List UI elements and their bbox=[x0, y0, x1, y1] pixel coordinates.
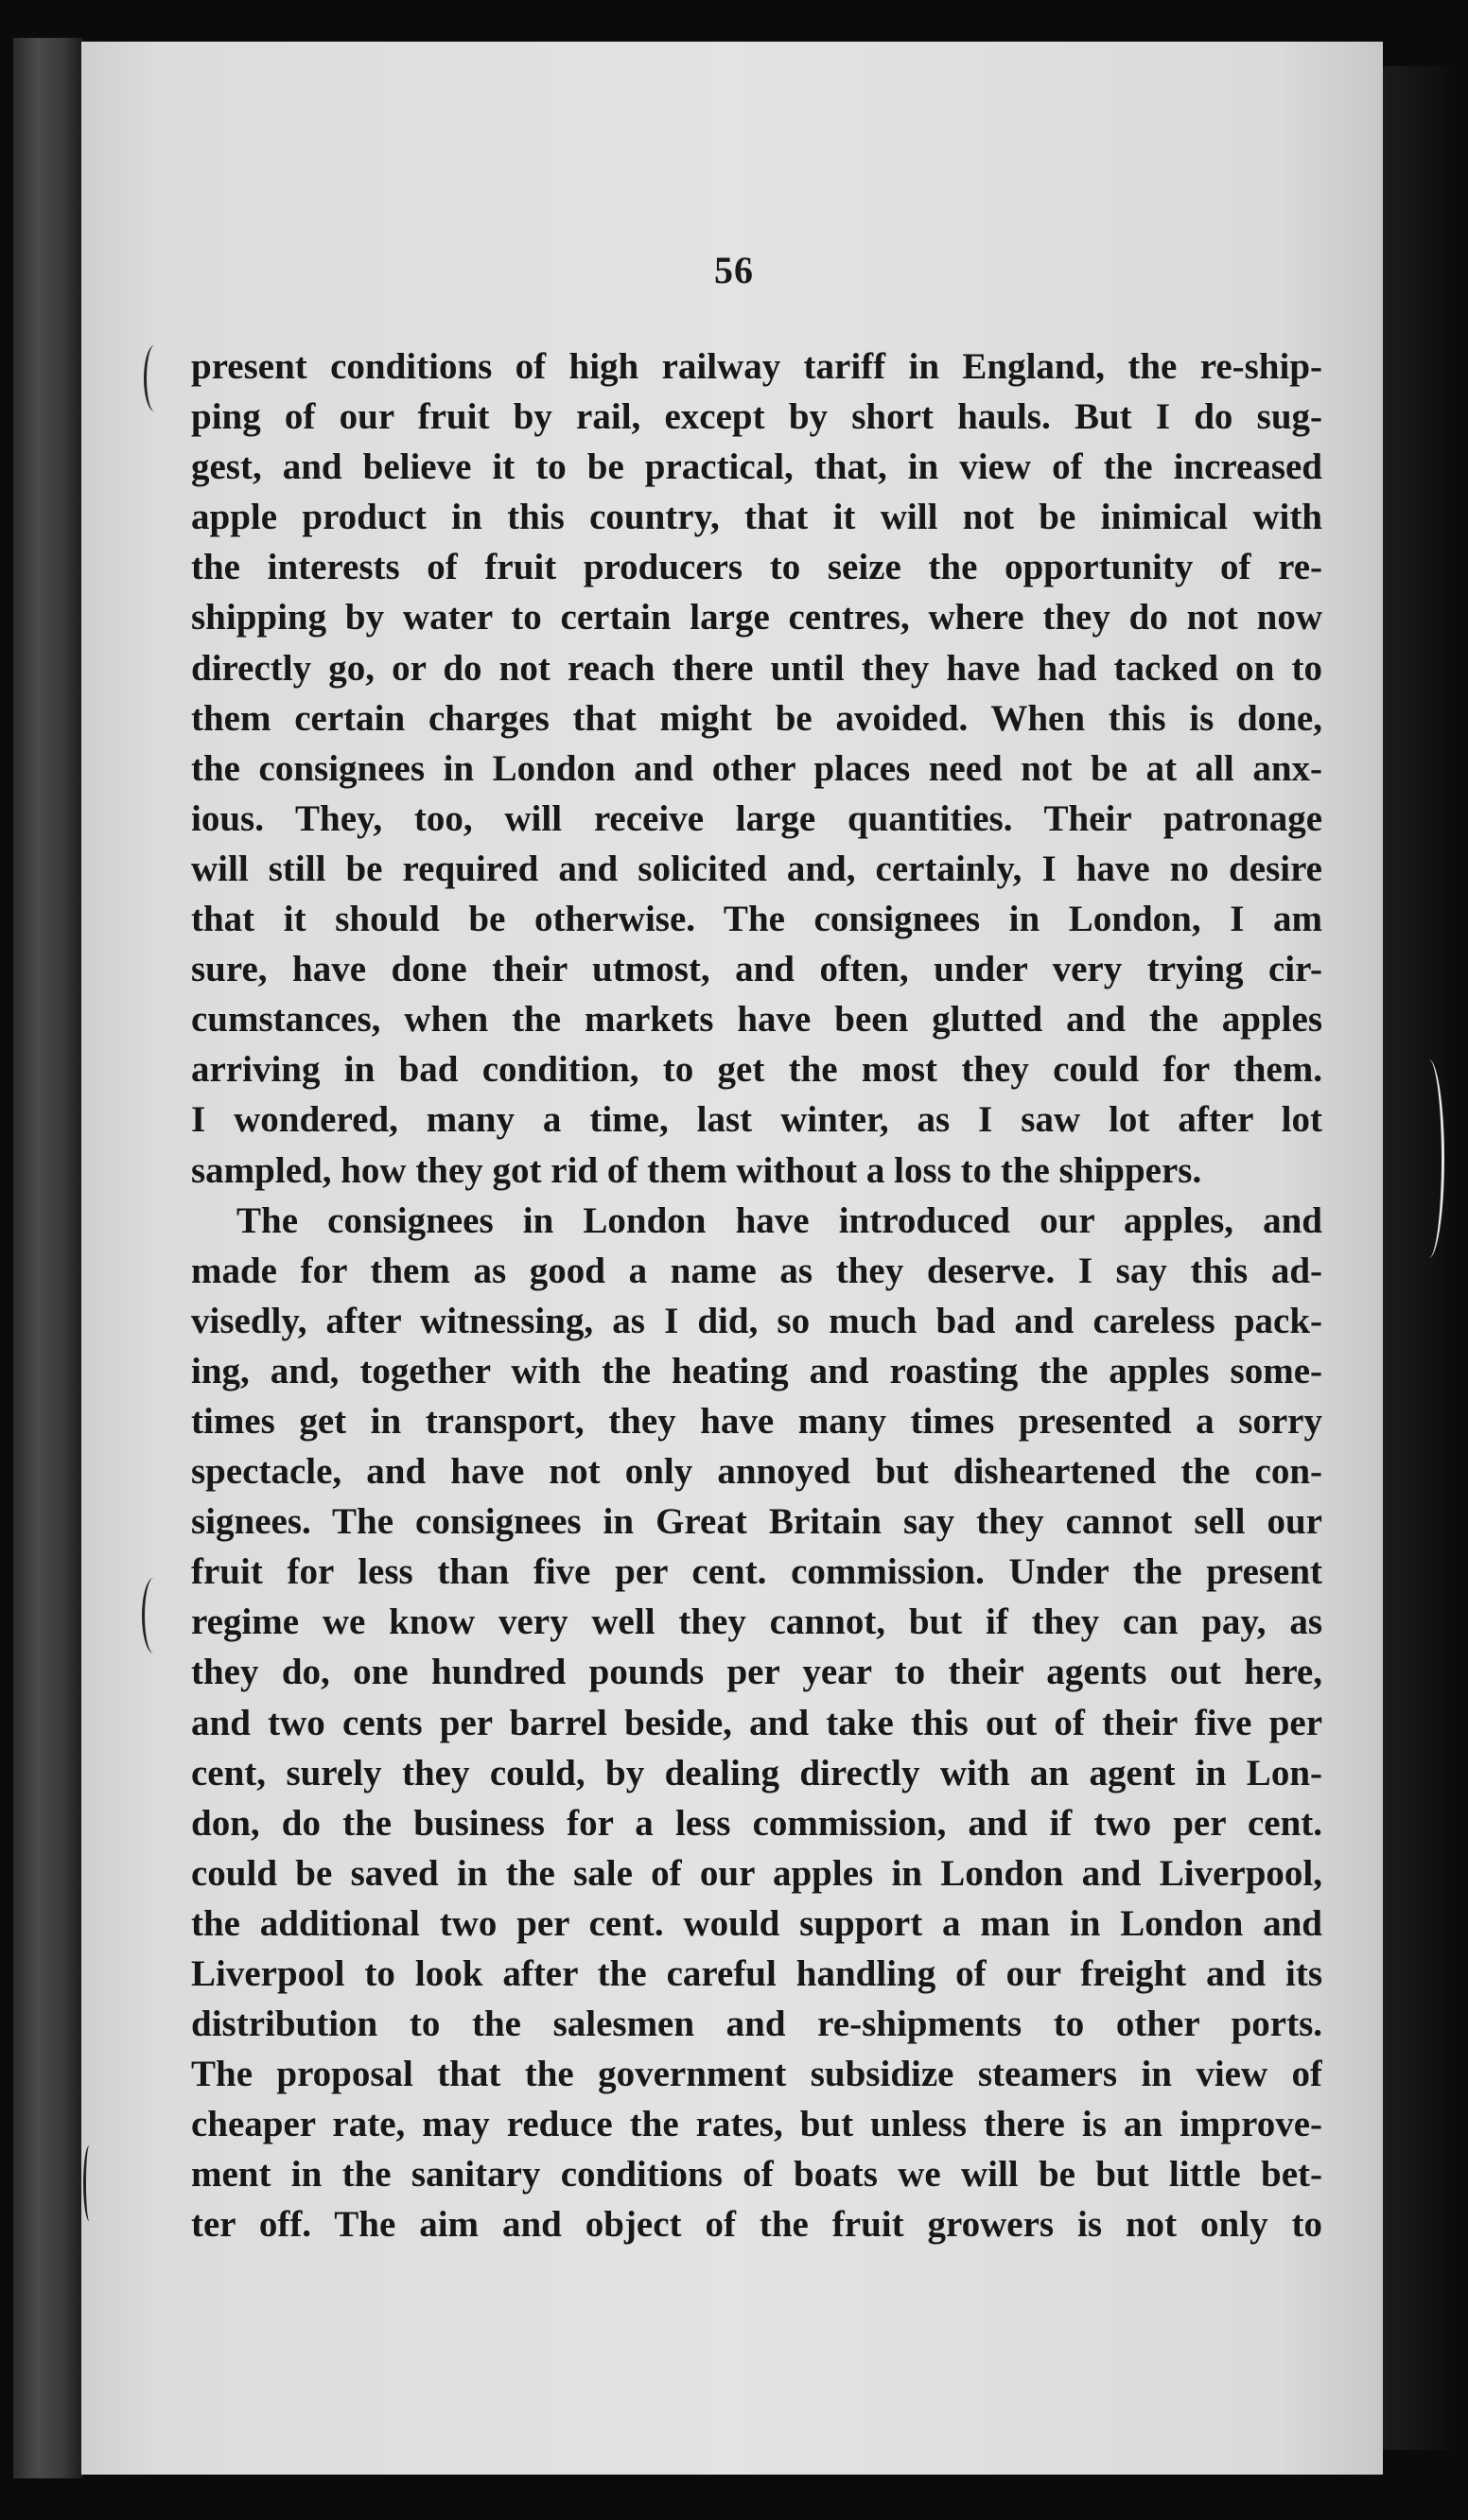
text-line: made for them as good a name as they deserve. I say this ad- bbox=[191, 1250, 1322, 1291]
text-line: regime we know very well they cannot, but if they can pay, as bbox=[191, 1601, 1322, 1643]
page-number: 56 bbox=[714, 249, 754, 291]
text-line: cumstances, when the markets have been glutted and the apples bbox=[191, 999, 1322, 1041]
margin-pencil-mark bbox=[142, 1578, 166, 1654]
text-line: fruit for less than five per cent. commission. Under the present bbox=[191, 1551, 1322, 1593]
text-line: sampled, how they got rid of them without a loss to the shippers. bbox=[191, 1149, 1202, 1191]
page-fold-mark bbox=[1413, 1059, 1444, 1258]
text-line: will still be required and solicited and, certainly, I have no desire bbox=[191, 848, 1322, 889]
text-line: the consignees in London and other places need not be at all anx- bbox=[191, 747, 1322, 789]
text-line: present conditions of high railway tariff in England, the re-ship- bbox=[191, 346, 1322, 387]
text-line: ious. They, too, will receive large quantities. Their patronage bbox=[191, 797, 1322, 839]
text-line: ter off. The aim and object of the fruit growers is not only to bbox=[191, 2204, 1322, 2246]
text-line: directly go, or do not reach there until they have had tacked on to bbox=[191, 647, 1322, 689]
text-line: signees. The consignees in Great Britain say they cannot sell our bbox=[191, 1501, 1322, 1543]
text-line: The consignees in London have introduced our apples, and bbox=[236, 1199, 1322, 1241]
text-line: them certain charges that might be avoided. When this is done, bbox=[191, 697, 1322, 739]
text-line: the interests of fruit producers to seize the opportunity of re- bbox=[191, 547, 1322, 588]
text-line: the additional two per cent. would support a man in London and bbox=[191, 1902, 1322, 1944]
text-line: sure, have done their utmost, and often, under very trying cir- bbox=[191, 949, 1322, 990]
text-line: ment in the sanitary conditions of boats we will be but little bet- bbox=[191, 2154, 1322, 2196]
text-line: ing, and, together with the heating and roasting the apples some- bbox=[191, 1350, 1322, 1391]
book-spine bbox=[13, 38, 83, 2478]
text-line: The proposal that the government subsidize steamers in view of bbox=[191, 2054, 1322, 2095]
text-line: times get in transport, they have many times presented a sorry bbox=[191, 1400, 1322, 1442]
text-line: and two cents per barrel beside, and take this out of their five per bbox=[191, 1702, 1322, 1743]
margin-pencil-mark bbox=[83, 2145, 96, 2221]
text-line: gest, and believe it to be practical, that, in view of the increased bbox=[191, 446, 1322, 488]
text-line: arriving in bad condition, to get the most they could for them. bbox=[191, 1049, 1322, 1091]
page-body-text bbox=[191, 341, 1322, 2250]
text-line: shipping by water to certain large centres, where they do not now bbox=[191, 597, 1322, 639]
margin-pencil-mark bbox=[144, 345, 166, 411]
text-line: Liverpool to look after the careful handling of our freight and its bbox=[191, 1953, 1322, 1994]
text-line: they do, one hundred pounds per year to their agents out here, bbox=[191, 1652, 1322, 1693]
text-line: that it should be otherwise. The consignees in London, I am bbox=[191, 899, 1322, 940]
text-line: ping of our fruit by rail, except by short hauls. But I do sug- bbox=[191, 396, 1322, 438]
facing-page-edge bbox=[1383, 66, 1449, 2450]
text-line: apple product in this country, that it will not be inimical with bbox=[191, 497, 1322, 538]
text-line: visedly, after witnessing, as I did, so much bad and careless pack- bbox=[191, 1300, 1322, 1341]
text-line: distribution to the salesmen and re-shipments to other ports. bbox=[191, 2004, 1322, 2045]
text-line: cent, surely they could, by dealing directly with an agent in Lon- bbox=[191, 1752, 1322, 1794]
text-line: I wondered, many a time, last winter, as I saw lot after lot bbox=[191, 1099, 1322, 1141]
text-line: could be saved in the sale of our apples in London and Liverpool, bbox=[191, 1852, 1322, 1894]
text-line: spectacle, and have not only annoyed but disheartened the con- bbox=[191, 1451, 1322, 1493]
text-line: don, do the business for a less commission, and if two per cent. bbox=[191, 1802, 1322, 1844]
text-line: cheaper rate, may reduce the rates, but unless there is an improve- bbox=[191, 2104, 1322, 2145]
